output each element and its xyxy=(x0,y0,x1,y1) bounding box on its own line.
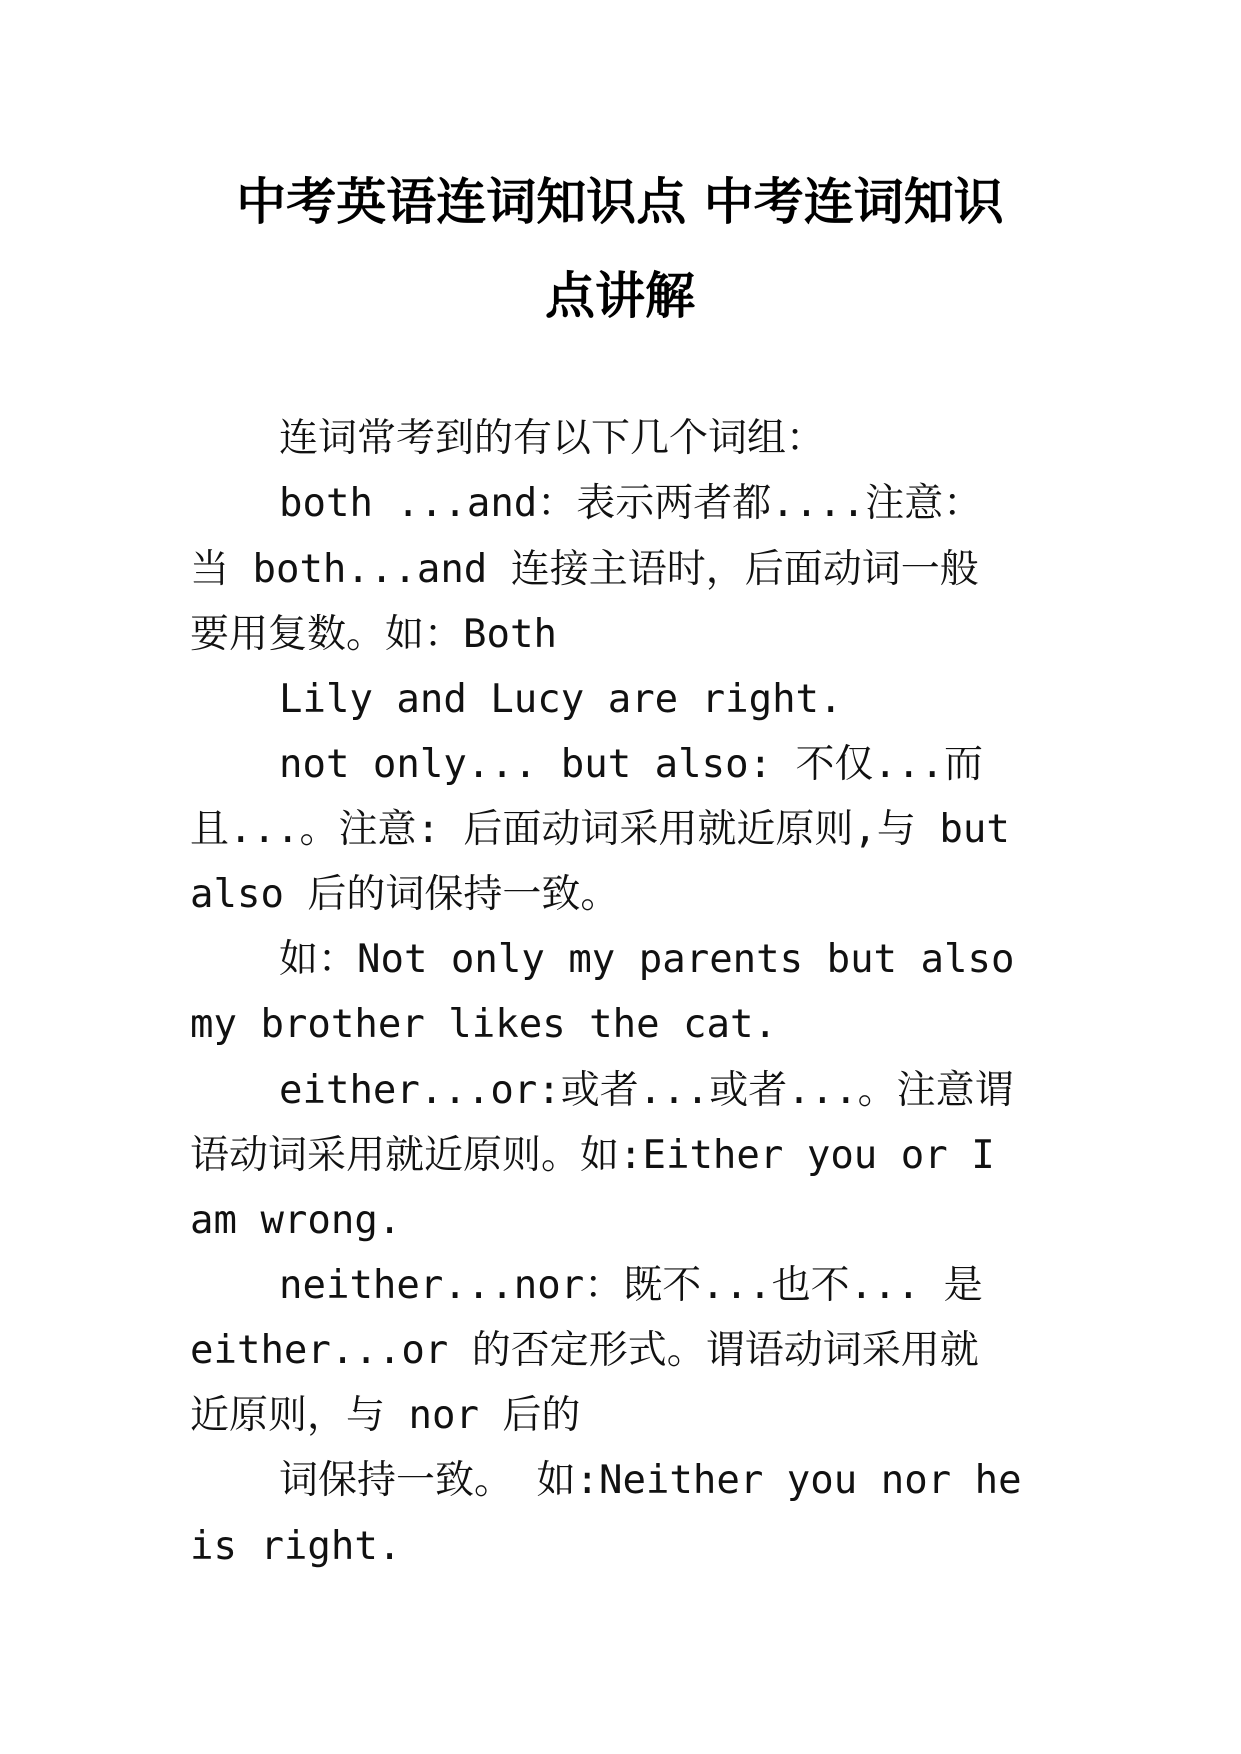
body-line: either...or 的否定形式。谓语动词采用就 xyxy=(190,1328,979,1373)
body-line: also 后的词保持一致。 xyxy=(190,872,620,917)
body-line: 词保持一致。 如:Neither you nor he xyxy=(279,1458,1022,1503)
body-line: is right. xyxy=(190,1524,402,1569)
document-title-line-1: 中考英语连词知识点 中考连词知识 xyxy=(236,173,1004,231)
body-line: 当 both...and 连接主语时，后面动词一般 xyxy=(190,547,979,592)
body-line: am wrong. xyxy=(190,1198,402,1243)
body-line: 且...。注意: 后面动词采用就近原则,与 but xyxy=(190,807,1010,852)
body-line: 连词常考到的有以下几个词组： xyxy=(279,416,826,461)
body-line: 语动词采用就近原则。如:Either you or I xyxy=(190,1133,995,1178)
body-line: either...or:或者...或者...。注意谓 xyxy=(279,1068,1014,1113)
body-line: both ...and：表示两者都....注意： xyxy=(279,481,983,526)
body-line: 近原则，与 nor 后的 xyxy=(190,1393,581,1438)
body-line: Lily and Lucy are right. xyxy=(279,677,843,722)
body-line: 如：Not only my parents but also xyxy=(279,937,1015,982)
body-line: 要用复数。如：Both xyxy=(190,612,557,657)
body-line: my brother likes the cat. xyxy=(190,1002,777,1047)
document-title-line-2: 点讲解 xyxy=(545,267,695,325)
body-line: not only... but also: 不仅...而 xyxy=(279,742,983,787)
body-line: neither...nor：既不...也不... 是 xyxy=(279,1263,983,1308)
